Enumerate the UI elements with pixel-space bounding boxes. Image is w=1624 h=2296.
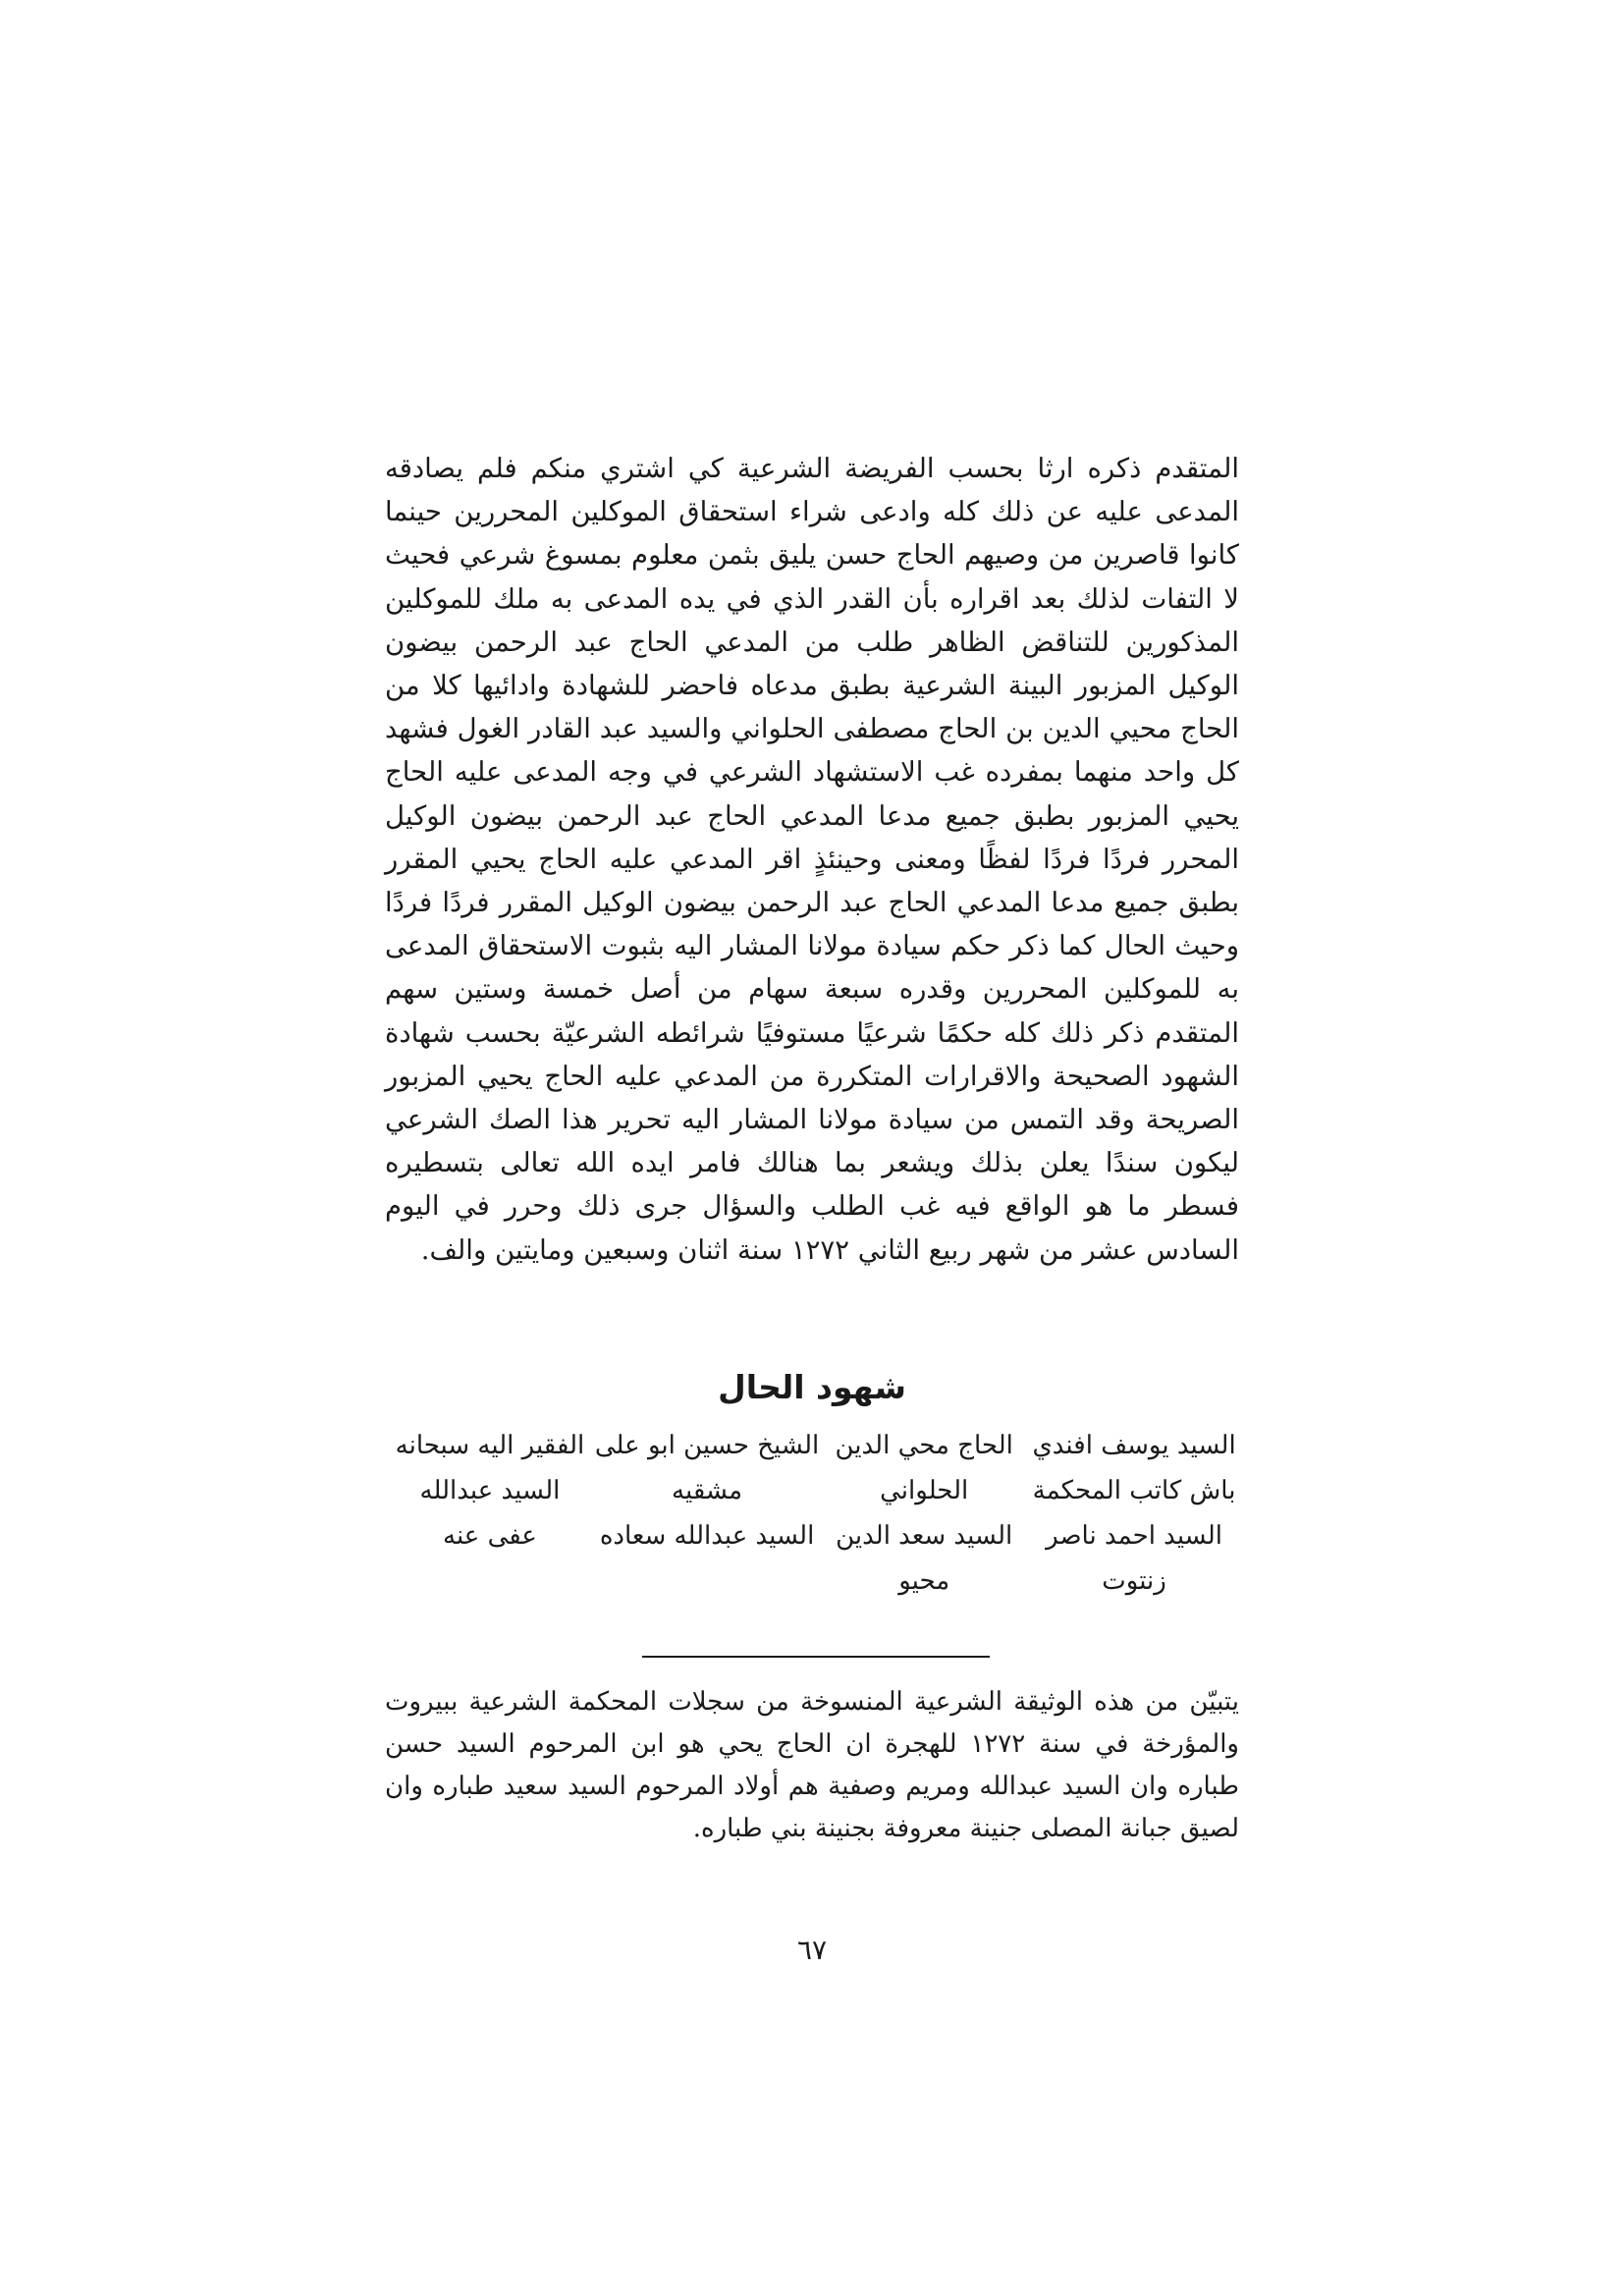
footnote-text: يتبيّن من هذه الوثيقة الشرعية المنسوخة من سجلات المحكمة الشرعية ببيروت والمؤرخة في سنة ١٢٧٢ للهجرة ان الحاج يحي هو ابن المرحوم السيد حسن طباره وان السيد عبدالله ومريم وصفية هم أولاد المرحوم السيد سعيد طباره وان لصيق جبانة المصلى جنينة معروفة بجنينة بني طباره. (385, 1687, 1239, 1843)
footnote (385, 1681, 1239, 1850)
witness-cell: زنتوت (1102, 1566, 1166, 1596)
document-body (385, 447, 1239, 1272)
footnote-divider (642, 1656, 990, 1658)
witness-cell: السيد سعد الدين (836, 1521, 1013, 1551)
witness-cell: عفى عنه (443, 1521, 537, 1551)
witnesses-table (385, 1423, 1239, 1604)
witness-cell: باش كاتب المحكمة (1032, 1476, 1236, 1505)
witness-cell: السيد احمد ناصر (1046, 1521, 1223, 1551)
witness-cell (595, 1558, 819, 1604)
page-number: ٦٧ (796, 1934, 828, 1966)
witness-cell: الشيخ حسين ابو على (594, 1431, 820, 1460)
witness-cell (385, 1558, 595, 1604)
witness-cell: الحلواني (880, 1476, 969, 1505)
witness-cell: السيد عبدالله (419, 1476, 561, 1505)
witness-cell: السيد عبدالله سعاده (599, 1521, 815, 1551)
witness-cell: مشقيه (672, 1476, 743, 1505)
witness-cell: محيو (898, 1566, 950, 1596)
witnesses-heading: شهود الحال (718, 1368, 906, 1406)
witness-cell: السيد يوسف افندي (1032, 1431, 1236, 1460)
body-paragraph: المتقدم ذكره ارثا بحسب الفريضة الشرعية كي اشتري منكم فلم يصادقه المدعى عليه عن ذلك كله وادعى شراء استحقاق الموكلين المحررين حينما كانوا قاصرين من وصيهم الحاج حسن يليق بثمن معلوم بمسوغ شرعي فحيث لا التفات لذلك بعد اقراره بأن القدر الذي في يده المدعى به ملك للموكلين المذكورين للتناقض الظاهر طلب من المدعي الحاج عبد الرحمن بيضون الوكيل المزبور البينة الشرعية بطبق مدعاه فاحضر للشهادة وادائيها كلا من الحاج محيي الدين بن الحاج مصطفى الحلواني والسيد عبد القادر الغول فشهد كل واحد منهما بمفرده غب الاستشهاد الشرعي في وجه المدعى عليه الحاج يحيي المزبور بطبق جميع مدعا المدعي الحاج عبد الرحمن بيضون الوكيل المحرر فردًا فردًا لفظًا ومعنى وحينئذٍ اقر المدعي عليه الحاج يحيي المقرر بطبق جميع مدعا المدعي الحاج عبد الرحمن بيضون الوكيل المقرر فردًا فردًا وحيث الحال كما ذكر حكم سيادة مولانا المشار اليه بثبوت الاستحقاق المدعى به للموكلين المحررين وقدره سبعة سهام من أصل خمسة وستين سهم المتقدم ذكر ذلك كله حكمًا شرعيًا مستوفيًا شرائطه الشرعيّة بحسب شهادة الشهود الصحيحة والاقرارات المتكررة من المدعي عليه الحاج يحيي المزبور الصريحة وقد التمس من سيادة مولانا المشار اليه تحرير هذا الصك الشرعي ليكون سندًا يعلن بذلك ويشعر بما هنالك فامر ايده الله تعالى بتسطيره فسطر ما هو الواقع فيه غب الطلب والسؤال جرى ذلك وحرر في اليوم السادس عشر من شهر ربيع الثاني ١٢٧٢ سنة اثنان وسبعين ومايتين والف. (385, 453, 1239, 1266)
witness-cell: الحاج محي الدين (835, 1431, 1013, 1460)
witness-cell: الفقير اليه سبحانه (395, 1431, 585, 1460)
